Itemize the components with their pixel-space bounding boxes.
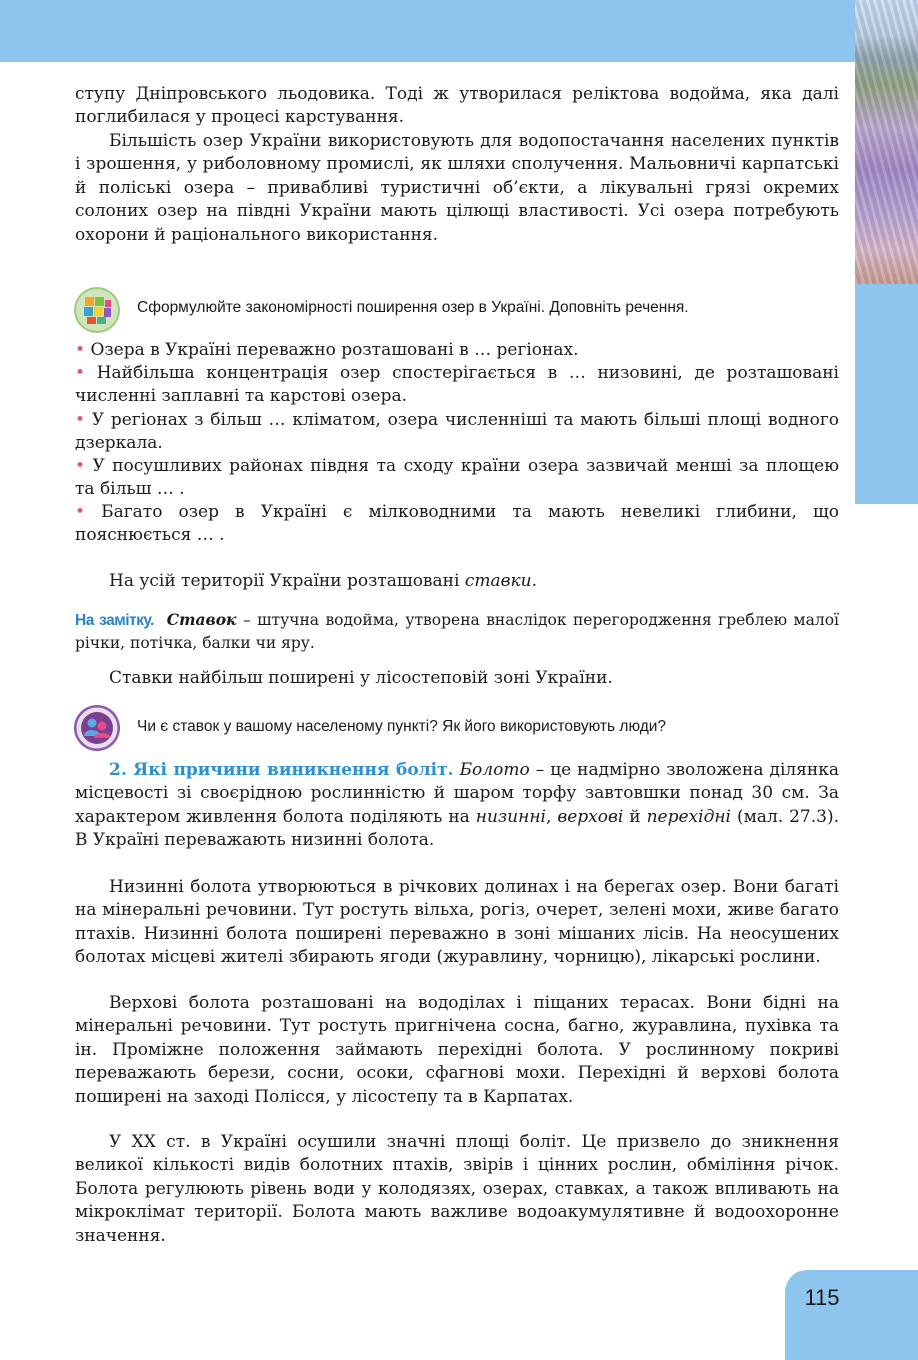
- section-swamps: 2. Які причини виникнення боліт. Болото – це надмірно зволожена ділянка місцевості зі своєрідною рослинністю й шаром торфу завтовшки понад 30 см. За характером живлення болота поділяють на низинні, верхові й перехідні (мал. 27.3). В Україні переважають низинні болота.: [75, 760, 839, 851]
- note-block: На замітку. Ставок – штучна водойма, утворена внаслідок перегородження греблею малої річки, потічка, балки чи яру.: [75, 610, 839, 652]
- bullet-item: • У посушливих районах півдня та сходу країни озера зазвичай менші за площею та більш … .: [75, 456, 839, 500]
- puzzle-task-icon: [74, 287, 120, 333]
- bullet-icon: •: [75, 410, 86, 430]
- paragraph-ponds-spread: Ставки найбільш поширені у лісостеповій зоні України.: [109, 668, 613, 688]
- bullet-item: • Найбільша концентрація озер спостерігається в … низовині, де розташовані численні заплавні та карстові озера.: [75, 363, 839, 407]
- note-label: На замітку.: [75, 612, 154, 629]
- header-band: [0, 0, 918, 62]
- section-heading: 2. Які причини виникнення боліт.: [109, 760, 454, 780]
- task-pond-question: Чи є ставок у вашому населеному пункті? Як його використовують люди?: [137, 718, 667, 735]
- paragraph-drainage: У XX ст. в Україні осушили значні площі боліт. Це призвело до зникнення великої кількості видів болотних птахів, звірів і цінних рослин, обміління річок. Болота регулюють рівень води у колодязях, озерах, ставках, а також впливають на мікроклімат території. Болота мають важливе водоакумулятивне й водоохоронне значення.: [75, 1132, 839, 1246]
- paragraph-upland-swamps: Верхові болота розташовані на вододілах і піщаних терасах. Вони бідні на мінеральні речовини. Тут ростуть пригнічена сосна, багно, журавлина, пухівка та ін. Проміжне положення займають перехідні болота. У рослинному покриві переважають берези, сосни, осоки, сфагнові мохи. Перехідні й верхові болота поширені на заході Полісся, у лісостепу та в Карпатах.: [75, 993, 839, 1107]
- page-number: 115: [804, 1285, 840, 1310]
- bullet-icon: •: [75, 363, 86, 383]
- paragraph-lakes-usage: Більшість озер України використовують для водопостачання населених пунктів і зрошення, у риболовному промислі, як шляхи сполучення. Мальовничі карпатські й поліські озера – привабливі туристичні об’єкти, а лікувальні грязі окремих солоних озер на півдні України мають цілющі властивості. Усі озера потребують охорони й раціонального використання.: [75, 131, 839, 245]
- crocus-photo: [855, 0, 918, 284]
- paragraph-ponds: На усій території України розташовані ставки.: [109, 571, 538, 591]
- task-lakes-patterns: Сформулюйте закономірності поширення озер в Україні. Доповніть речення.: [137, 299, 689, 316]
- paragraph-lowland-swamps: Низинні болота утворюються в річкових долинах і на берегах озер. Вони багаті на мінеральні речовини. Тут ростуть вільха, рогіз, очерет, зелені мохи, живе багато птахів. Низинні болота поширені переважно в зоні мішаних лісів. На неосушених болотах місцеві жителі збирають ягоди (журавлину, чорницю), лікарські рослини.: [75, 877, 839, 968]
- bullet-icon: •: [75, 456, 86, 476]
- paragraph-relict-lake: ступу Дніпровського льодовика. Тоді ж утворилася реліктова водойма, яка далі поглибилася у процесі карстування.: [75, 84, 839, 128]
- bullet-icon: •: [75, 340, 86, 360]
- bullet-item: • У регіонах з більш … кліматом, озера численніші та мають більші площі водного дзеркала.: [75, 410, 839, 454]
- side-band: [855, 284, 918, 504]
- bullet-icon: •: [75, 502, 86, 522]
- bullet-item: • Озера в Україні переважно розташовані в … регіонах.: [75, 340, 579, 360]
- page-number-tab: [785, 1270, 918, 1360]
- people-discussion-icon: [74, 705, 120, 751]
- bullet-item: • Багато озер в Україні є мілководними та мають невеликі глибини, що пояснюється … .: [75, 502, 840, 546]
